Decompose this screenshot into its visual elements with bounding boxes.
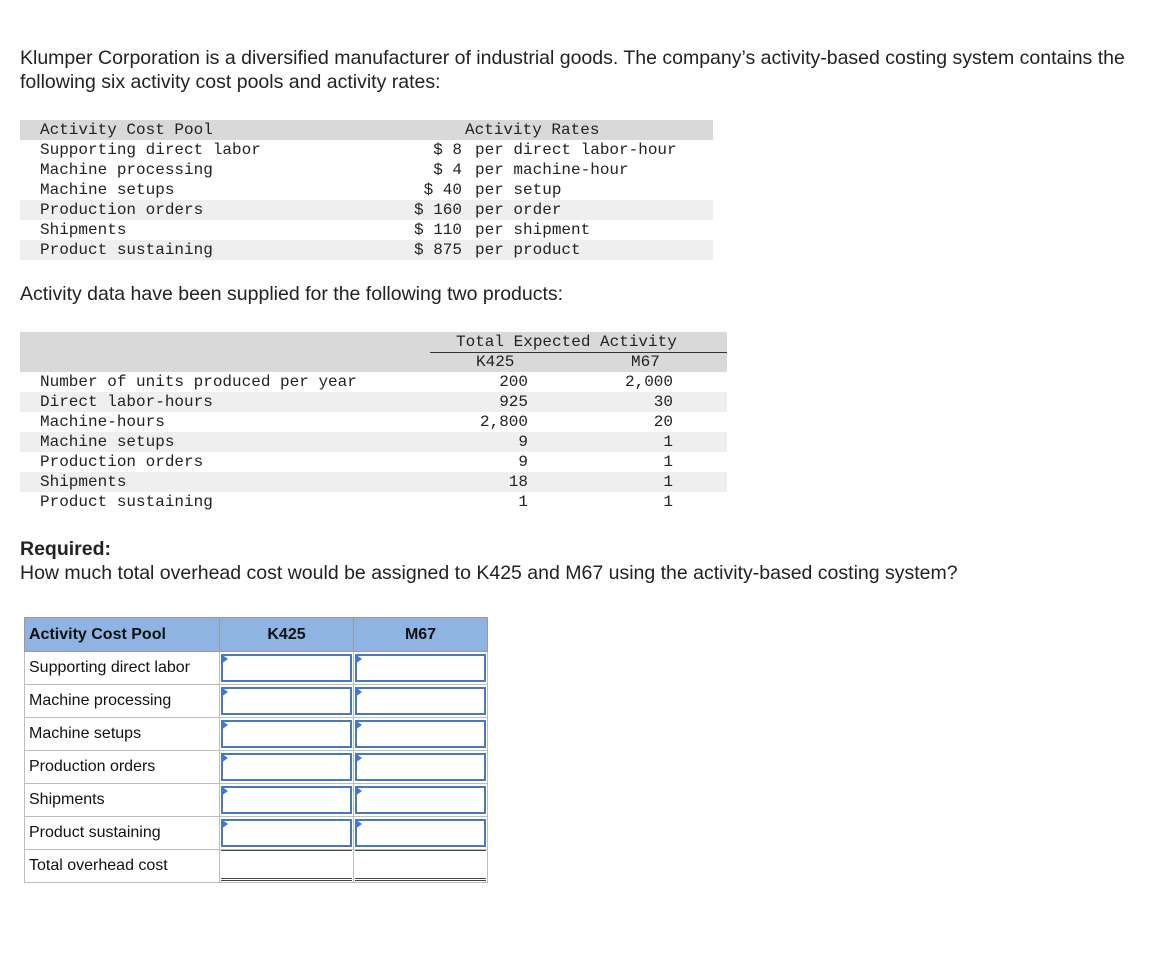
activity-m67-value: 1 bbox=[663, 473, 673, 491]
activity-label: Number of units produced per year bbox=[40, 373, 357, 391]
input-marker-icon bbox=[221, 654, 228, 664]
activity-m67-value: 2,000 bbox=[624, 373, 673, 391]
rate-pool: Product sustaining bbox=[40, 241, 213, 259]
answer-header-row bbox=[25, 618, 488, 652]
activity-col-k425: K425 bbox=[476, 353, 515, 371]
answer-row bbox=[25, 817, 488, 850]
activity-label: Product sustaining bbox=[40, 493, 213, 511]
activity-row bbox=[20, 392, 727, 412]
activity-rates-table bbox=[20, 120, 713, 260]
rate-row bbox=[20, 220, 713, 240]
activity-data-table bbox=[20, 332, 727, 512]
rate-row bbox=[20, 160, 713, 180]
answer-header-k425: K425 bbox=[220, 618, 354, 652]
activity-m67-value: 1 bbox=[663, 453, 673, 471]
activity-data-subheading: Activity data have been supplied for the following two products: bbox=[20, 283, 564, 305]
m67-total-overhead-cell bbox=[354, 850, 488, 883]
k425-supporting-direct-labor-input[interactable] bbox=[220, 652, 354, 685]
activity-label: Machine-hours bbox=[40, 413, 165, 431]
input-marker-icon bbox=[221, 819, 228, 829]
activity-label: Shipments bbox=[40, 473, 127, 491]
activity-col-m67: M67 bbox=[631, 353, 660, 371]
activity-label: Production orders bbox=[40, 453, 204, 471]
rate-row bbox=[20, 200, 713, 220]
activity-m67-value: 1 bbox=[663, 433, 673, 451]
input-marker-icon bbox=[355, 819, 362, 829]
activity-row bbox=[20, 432, 727, 452]
rate-unit: per order bbox=[475, 201, 562, 219]
input-marker-icon bbox=[221, 786, 228, 796]
activity-k425-value: 2,800 bbox=[479, 413, 528, 431]
activity-m67-value: 1 bbox=[663, 493, 673, 511]
m67-production-orders-input[interactable] bbox=[354, 751, 488, 784]
input-marker-icon bbox=[221, 687, 228, 697]
answer-row bbox=[25, 652, 488, 685]
rate-row bbox=[20, 180, 713, 200]
activity-k425-value: 9 bbox=[518, 453, 528, 471]
answer-header-m67: M67 bbox=[354, 618, 488, 652]
activity-k425-value: 200 bbox=[499, 373, 528, 391]
required-question: How much total overhead cost would be assigned to K425 and M67 using the activity-based costing system? bbox=[20, 562, 958, 584]
answer-row-label: Product sustaining bbox=[25, 817, 220, 850]
activity-row bbox=[20, 472, 727, 492]
m67-machine-processing-input[interactable] bbox=[354, 685, 488, 718]
rate-amount: $ 8 bbox=[433, 141, 462, 159]
k425-machine-setups-input[interactable] bbox=[220, 718, 354, 751]
header-divider bbox=[430, 352, 727, 353]
rate-row bbox=[20, 140, 713, 160]
input-marker-icon bbox=[355, 654, 362, 664]
m67-supporting-direct-labor-input[interactable] bbox=[354, 652, 488, 685]
k425-machine-processing-input[interactable] bbox=[220, 685, 354, 718]
activity-k425-value: 18 bbox=[508, 473, 528, 491]
rate-amount: $ 160 bbox=[413, 201, 462, 219]
activity-header bbox=[20, 332, 727, 372]
activity-m67-value: 30 bbox=[653, 393, 673, 411]
activity-k425-value: 9 bbox=[518, 433, 528, 451]
input-marker-icon bbox=[355, 687, 362, 697]
m67-shipments-input[interactable] bbox=[354, 784, 488, 817]
input-marker-icon bbox=[221, 753, 228, 763]
total-overhead-label: Total overhead cost bbox=[25, 850, 220, 883]
answer-row bbox=[25, 718, 488, 751]
input-marker-icon bbox=[355, 753, 362, 763]
m67-product-sustaining-input[interactable] bbox=[354, 817, 488, 850]
activity-m67-value: 20 bbox=[653, 413, 673, 431]
rate-unit: per shipment bbox=[475, 221, 591, 239]
m67-machine-setups-input[interactable] bbox=[354, 718, 488, 751]
rate-amount: $ 4 bbox=[433, 161, 462, 179]
answer-row-label: Production orders bbox=[25, 751, 220, 784]
rates-header-rates: Activity Rates bbox=[465, 121, 600, 139]
activity-row bbox=[20, 452, 727, 472]
k425-shipments-input[interactable] bbox=[220, 784, 354, 817]
rate-unit: per machine-hour bbox=[475, 161, 629, 179]
rate-unit: per product bbox=[475, 241, 581, 259]
input-marker-icon bbox=[221, 720, 228, 730]
rate-row bbox=[20, 240, 713, 260]
k425-product-sustaining-input[interactable] bbox=[220, 817, 354, 850]
answer-row-label: Machine processing bbox=[25, 685, 220, 718]
activity-header-title: Total Expected Activity bbox=[456, 333, 677, 351]
answer-row-label: Machine setups bbox=[25, 718, 220, 751]
rate-amount: $ 40 bbox=[423, 181, 462, 199]
activity-label: Machine setups bbox=[40, 433, 175, 451]
activity-row bbox=[20, 492, 727, 512]
answer-table bbox=[24, 617, 488, 883]
rate-pool: Machine setups bbox=[40, 181, 175, 199]
rate-unit: per direct labor-hour bbox=[475, 141, 677, 159]
required-label: Required: bbox=[20, 538, 112, 560]
answer-row-label: Supporting direct labor bbox=[25, 652, 220, 685]
answer-row bbox=[25, 751, 488, 784]
k425-total-overhead-cell bbox=[220, 850, 354, 883]
rate-amount: $ 110 bbox=[413, 221, 462, 239]
rate-pool: Supporting direct labor bbox=[40, 141, 261, 159]
rate-unit: per setup bbox=[475, 181, 562, 199]
required-section bbox=[20, 537, 958, 585]
activity-label: Direct labor-hours bbox=[40, 393, 213, 411]
activity-k425-value: 1 bbox=[518, 493, 528, 511]
activity-row bbox=[20, 412, 727, 432]
k425-production-orders-input[interactable] bbox=[220, 751, 354, 784]
activity-row bbox=[20, 372, 727, 392]
problem-intro: Klumper Corporation is a diversified manufacturer of industrial goods. The company’s activity-based costing system contains the following six activity cost pools and activity rates: bbox=[20, 47, 1125, 93]
rate-pool: Machine processing bbox=[40, 161, 213, 179]
activity-k425-value: 925 bbox=[499, 393, 528, 411]
answer-row bbox=[25, 685, 488, 718]
input-marker-icon bbox=[355, 720, 362, 730]
rate-amount: $ 875 bbox=[413, 241, 462, 259]
rates-header-row bbox=[20, 120, 713, 140]
rates-header-pool: Activity Cost Pool bbox=[40, 121, 213, 139]
answer-row-label: Shipments bbox=[25, 784, 220, 817]
answer-total-row bbox=[25, 850, 488, 883]
rate-pool: Shipments bbox=[40, 221, 127, 239]
rate-pool: Production orders bbox=[40, 201, 204, 219]
answer-header-pool: Activity Cost Pool bbox=[25, 618, 220, 652]
answer-row bbox=[25, 784, 488, 817]
input-marker-icon bbox=[355, 786, 362, 796]
